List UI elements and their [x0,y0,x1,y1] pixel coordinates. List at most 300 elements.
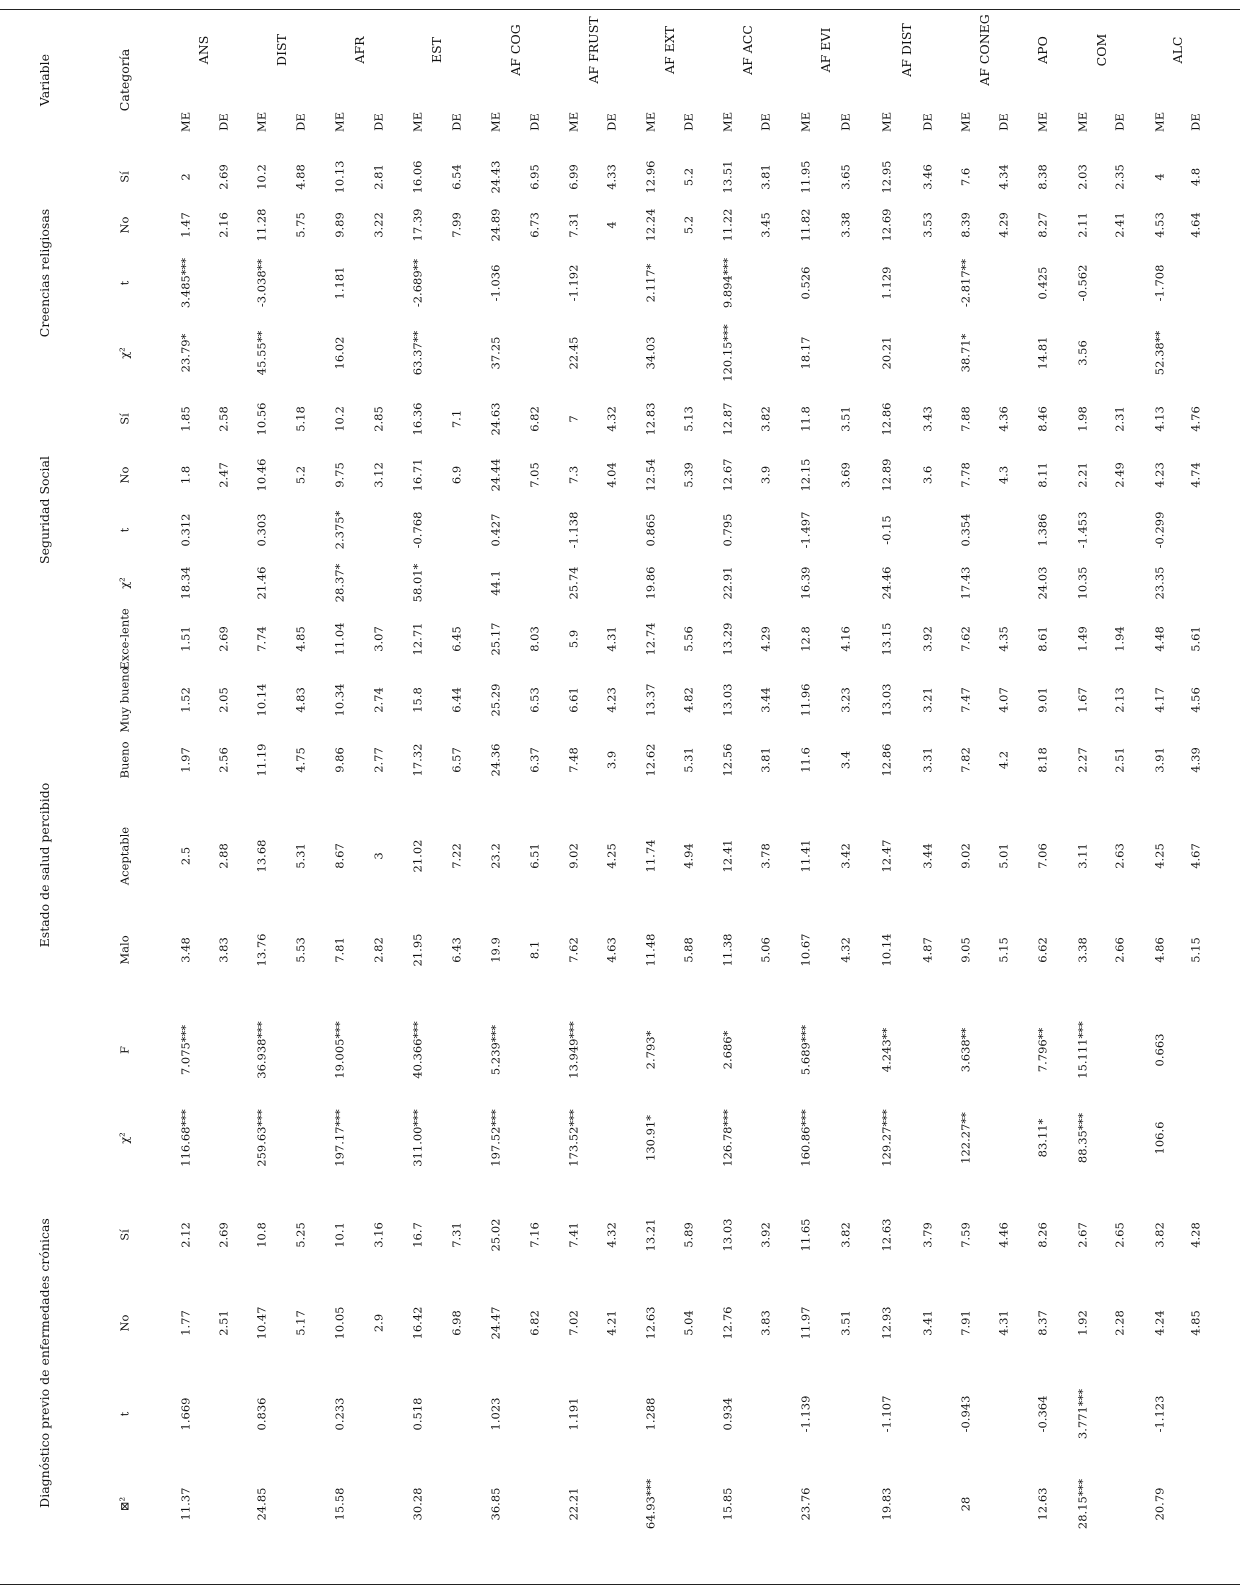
group-label-diagnostico: Diagnóstico previo de enfermedades crónicas [36,1218,52,1508]
column-subheader: ME [958,111,973,133]
table-cell: 28.37* [332,563,347,603]
table-cell: 52.38** [1152,330,1167,376]
table-cell: 6.61 [566,687,581,713]
table-cell: 6.82 [527,1310,542,1336]
table-cell: 4.32 [604,1222,619,1248]
table-cell: 6.62 [1035,937,1050,963]
table-cell: 28 [958,1496,973,1512]
table-cell: 3.31 [920,747,935,773]
row-label: Sí [117,171,132,183]
table-cell: 4.23 [1152,462,1167,488]
table-cell: 30.28 [410,1487,425,1521]
table-cell: 12.71 [410,622,425,656]
table-cell: 3.42 [838,843,853,869]
column-subheader: DE [604,113,619,131]
table-cell: -1.123 [1152,1395,1167,1433]
table-cell: 3.83 [758,1310,773,1336]
table-cell: 6.51 [527,843,542,869]
table-cell: 3.81 [758,747,773,773]
top-rule [0,9,1240,10]
table-cell: 1.67 [1075,687,1090,713]
table-cell: 36.85 [488,1487,503,1521]
table-cell: 5.689*** [798,1024,813,1076]
table-cell: 3.771*** [1075,1388,1090,1440]
table-cell: 106.6 [1152,1121,1167,1155]
table-cell: 11.37 [178,1487,193,1521]
table-cell: 1.129 [879,266,894,300]
table-cell: 3.11 [1075,843,1090,869]
column-subheader: ME [332,111,347,133]
table-cell: 2.51 [1112,747,1127,773]
row-label: χ² [117,1132,132,1144]
table-cell: 5.239*** [488,1024,503,1076]
table-cell: 7.1 [449,409,464,429]
table-cell: 1.8 [178,465,193,485]
table-cell: 12.93 [879,1306,894,1340]
table-cell: 6.43 [449,937,464,963]
table-cell: 22.45 [566,336,581,370]
table-cell: 7.3 [566,465,581,485]
table-cell: 20.79 [1152,1487,1167,1521]
table-cell: -1.036 [488,264,503,302]
table-cell: 1.85 [178,406,193,432]
table-cell: 45.55** [254,330,269,376]
table-cell: 3.82 [838,1222,853,1248]
table-cell: 2.16 [216,212,231,238]
table-cell: 0.795 [720,513,735,547]
table-cell: 11.04 [332,622,347,656]
table-cell: 12.54 [643,458,658,492]
table-cell: 5.18 [293,406,308,432]
table-cell: 10.67 [798,933,813,967]
table-cell: 16.06 [410,160,425,194]
table-cell: 12.41 [720,839,735,873]
table-cell: 1.669 [178,1397,193,1431]
table-cell: 2.35 [1112,164,1127,190]
table-cell: 4.17 [1152,687,1167,713]
column-subheader: ME [1075,111,1090,133]
table-cell: 0.303 [254,513,269,547]
table-cell: 6.82 [527,406,542,432]
table-cell: 19.9 [488,937,503,963]
table-cell: 2.81 [371,164,386,190]
table-cell: 40.366*** [410,1021,425,1079]
table-cell: 173.52*** [566,1109,581,1167]
column-subheader: ME [720,111,735,133]
table-cell: 1.181 [332,266,347,300]
table-cell: 130.91* [643,1115,658,1161]
table-cell: 4.29 [996,212,1011,238]
table-cell: 23.35 [1152,566,1167,600]
column-subheader: DE [920,113,935,131]
table-cell: 122.27** [958,1112,973,1164]
table-cell: 15.8 [410,687,425,713]
table-cell: 23.79* [178,333,193,373]
table-cell: 0.354 [958,513,973,547]
table-cell: 12.56 [720,743,735,777]
table-cell: 1.386 [1035,513,1050,547]
table-cell: 18.34 [178,566,193,600]
table-cell: 5.2 [681,215,696,235]
table-cell: 2.793* [643,1030,658,1070]
table-cell: 9.89 [332,212,347,238]
table-cell: 8.67 [332,843,347,869]
row-label: No [117,216,132,234]
table-cell: 7.6 [958,167,973,187]
table-cell: 13.68 [254,839,269,873]
table-cell: 2.686* [720,1030,735,1070]
column-header: AF COG [507,24,523,76]
table-cell: 64.93*** [643,1478,658,1530]
table-cell: 12.8 [798,626,813,652]
table-cell: 0.427 [488,513,503,547]
bottom-rule [0,1584,1240,1585]
table-cell: 25.02 [488,1218,503,1252]
row-label: Aceptable [117,826,132,886]
table-cell: 3.91 [1152,747,1167,773]
table-cell: 11.38 [720,933,735,967]
column-header: AF EVI [817,27,833,73]
table-cell: 0.836 [254,1397,269,1431]
table-cell: 4.87 [920,937,935,963]
table-cell: 0.663 [1152,1033,1167,1067]
table-cell: 2.49 [1112,462,1127,488]
table-cell: 12.86 [879,743,894,777]
table-cell: 16.7 [410,1222,425,1248]
table-cell: 2.51 [216,1310,231,1336]
group-label-creencias: Creencias religiosas [36,208,52,338]
table-cell: 4.46 [996,1222,1011,1248]
table-cell: -0.943 [958,1395,973,1433]
table-cell: 8.39 [958,212,973,238]
table-cell: 12.24 [643,208,658,242]
table-cell: 3.16 [371,1222,386,1248]
table-cell: 5.15 [1188,937,1203,963]
table-cell: 10.2 [254,164,269,190]
table-cell: 3.81 [758,164,773,190]
table-cell: 13.76 [254,933,269,967]
table-cell: 3.69 [838,462,853,488]
table-cell: 9.75 [332,462,347,488]
table-cell: 4.34 [996,164,1011,190]
table-cell: 4.48 [1152,626,1167,652]
table-cell: 10.34 [332,683,347,717]
table-cell: 16.71 [410,458,425,492]
table-cell: 8.46 [1035,406,1050,432]
column-header: ANS [195,35,211,65]
table-cell: 4.88 [293,164,308,190]
table-cell: 259.63*** [254,1109,269,1167]
table-cell: 3.9 [758,465,773,485]
table-cell: 4.35 [996,626,1011,652]
table-cell: 2.58 [216,406,231,432]
table-cell: 0.865 [643,513,658,547]
table-cell: 160.86*** [798,1109,813,1167]
table-cell: 3.78 [758,843,773,869]
table-cell: 0.518 [410,1397,425,1431]
table-cell: 4.24 [1152,1310,1167,1336]
table-cell: 4.83 [293,687,308,713]
table-cell: 4.86 [1152,937,1167,963]
table-cell: 10.05 [332,1306,347,1340]
row-label: Bueno [117,741,132,779]
table-cell: 2.21 [1075,462,1090,488]
column-header: AF ACC [739,25,755,75]
table-cell: 21.02 [410,839,425,873]
table-cell: 22.91 [720,566,735,600]
variable-label: Variable [36,53,52,107]
table-cell: 12.63 [643,1306,658,1340]
table-cell: 4.25 [604,843,619,869]
table-cell: 4.75 [293,747,308,773]
table-cell: 1.288 [643,1397,658,1431]
table-cell: 11.8 [798,406,813,432]
table-cell: 4.82 [681,687,696,713]
table-cell: 12.74 [643,622,658,656]
column-subheader: ME [643,111,658,133]
table-cell: 13.15 [879,622,894,656]
table-cell: 4.3 [996,465,1011,485]
table-cell: 5.13 [681,406,696,432]
table-cell: 10.14 [254,683,269,717]
table-cell: 12.15 [798,458,813,492]
table-cell: 5.56 [681,626,696,652]
table-cell: 7.81 [332,937,347,963]
table-cell: 0.934 [720,1397,735,1431]
table-cell: 3.56 [1075,340,1090,366]
table-cell: 3.44 [920,843,935,869]
table-cell: 4.36 [996,406,1011,432]
row-label: Exce-lente [117,608,132,670]
table-cell: 0.526 [798,266,813,300]
table-cell: 4.64 [1188,212,1203,238]
column-subheader: ME [566,111,581,133]
table-cell: 6.57 [449,747,464,773]
table-cell: -1.497 [798,511,813,549]
table-cell: 17.43 [958,566,973,600]
table-cell: 4.94 [681,843,696,869]
table-cell: 3.53 [920,212,935,238]
table-cell: 6.73 [527,212,542,238]
column-subheader: DE [449,113,464,131]
table-cell: 2.47 [216,462,231,488]
table-cell: 120.15*** [720,324,735,382]
table-cell: 2.117* [643,263,658,303]
table-cell: 8.37 [1035,1310,1050,1336]
table-cell: 4.16 [838,626,853,652]
column-header: DIST [273,34,289,66]
table-cell: 13.03 [720,1218,735,1252]
column-header: ALC [1169,36,1185,64]
table-cell: 3.22 [371,212,386,238]
table-cell: 3.82 [1152,1222,1167,1248]
table-cell: 4.85 [1188,1310,1203,1336]
table-cell: 7.91 [958,1310,973,1336]
table-cell: 10.2 [332,406,347,432]
table-cell: 7.06 [1035,843,1050,869]
table-cell: 21.95 [410,933,425,967]
table-cell: 8.1 [527,940,542,960]
row-label: Malo [117,935,132,965]
table-cell: 4.2 [996,750,1011,770]
row-label: Sí [117,1229,132,1241]
column-header: AFR [351,36,367,64]
table-cell: 88.35*** [1075,1112,1090,1164]
table-cell: 3.51 [838,406,853,432]
table-cell: 1.97 [178,747,193,773]
table-cell: 4.13 [1152,406,1167,432]
column-header: EST [428,36,444,64]
table-cell: 24.43 [488,160,503,194]
table-cell: 63.37** [410,330,425,376]
table-cell: 24.46 [879,566,894,600]
column-subheader: DE [758,113,773,131]
table-cell: 3.9 [604,750,619,770]
row-label: t [117,1411,132,1417]
table-cell: 16.39 [798,566,813,600]
table-cell: 4.53 [1152,212,1167,238]
table-cell: 15.85 [720,1487,735,1521]
table-cell: 5.61 [1188,626,1203,652]
table-cell: 13.21 [643,1218,658,1252]
table-cell: 11.48 [643,933,658,967]
table-cell: 3.44 [758,687,773,713]
table-cell: 17.39 [410,208,425,242]
table-cell: 4 [1152,173,1167,181]
table-cell: 3.38 [1075,937,1090,963]
table-cell: 2.13 [1112,687,1127,713]
table-cell: 7.31 [566,212,581,238]
table-cell: 8.27 [1035,212,1050,238]
table-cell: 6.45 [449,626,464,652]
table-cell: 24.85 [254,1487,269,1521]
table-cell: 8.11 [1035,462,1050,488]
table-cell: 1.49 [1075,626,1090,652]
table-cell: 3.83 [216,937,231,963]
table-cell: 5.31 [681,747,696,773]
table-cell: 7.41 [566,1222,581,1248]
table-cell: 4.31 [604,626,619,652]
table-cell: 24.89 [488,208,503,242]
table-cell: 7.78 [958,462,973,488]
column-header: AF EXT [661,25,677,75]
column-header: APO [1034,36,1050,64]
table-cell: 7.74 [254,626,269,652]
column-subheader: DE [681,113,696,131]
table-cell: 13.03 [720,683,735,717]
table-cell: 3.92 [920,626,935,652]
table-cell: 37.25 [488,336,503,370]
column-subheader: DE [1112,113,1127,131]
table-cell: 4.243** [879,1027,894,1073]
table-cell: 10.13 [332,160,347,194]
row-label: Sí [117,413,132,425]
table-cell: 11.74 [643,839,658,873]
table-cell: 24.36 [488,743,503,777]
table-cell: 11.41 [798,839,813,873]
table-cell: 11.96 [798,683,813,717]
table-cell: 9.86 [332,747,347,773]
table-cell: 15.111*** [1075,1021,1090,1079]
table-cell: 8.18 [1035,747,1050,773]
table-cell: 1.77 [178,1310,193,1336]
table-cell: 12.83 [643,402,658,436]
table-cell: 2.69 [216,164,231,190]
table-cell: 3.43 [920,406,935,432]
table-cell: 4.39 [1188,747,1203,773]
table-cell: 28.15*** [1075,1478,1090,1530]
table-cell: 7.48 [566,747,581,773]
table-cell: 7.47 [958,687,973,713]
table-cell: 4.25 [1152,843,1167,869]
table-cell: 5.25 [293,1222,308,1248]
table-cell: 4.32 [838,937,853,963]
table-cell: 4.31 [996,1310,1011,1336]
table-cell: 126.78*** [720,1109,735,1167]
table-cell: 197.52*** [488,1109,503,1167]
group-label-estado: Estado de salud percibido [36,782,52,948]
table-cell: 2.5 [178,846,193,866]
table-cell: 11.28 [254,208,269,242]
table-cell: 12.86 [879,402,894,436]
table-cell: 5.39 [681,462,696,488]
table-cell: 2.66 [1112,937,1127,963]
table-cell: 3.48 [178,937,193,963]
table-cell: 1.51 [178,626,193,652]
table-cell: 2.11 [1075,212,1090,238]
table-cell: 10.56 [254,402,269,436]
column-subheader: DE [293,113,308,131]
table-cell: 5.2 [293,465,308,485]
table-cell: 2.27 [1075,747,1090,773]
column-subheader: ME [254,111,269,133]
table-cell: 2.63 [1112,843,1127,869]
table-cell: 83.11* [1035,1118,1050,1158]
table-cell: 3.79 [920,1222,935,1248]
table-cell: 3.07 [371,626,386,652]
row-label: Muy bueno [117,667,132,733]
table-cell: 7.22 [449,843,464,869]
table-cell: 4.8 [1188,167,1203,187]
table-cell: 3.65 [838,164,853,190]
table-cell: 4.04 [604,462,619,488]
table-cell: 20.21 [879,336,894,370]
table-cell: 5.01 [996,843,1011,869]
table-cell: 7.99 [449,212,464,238]
table-cell: 7.31 [449,1222,464,1248]
table-cell: 12.76 [720,1306,735,1340]
table-cell: 7.02 [566,1310,581,1336]
table-cell: 7.05 [527,462,542,488]
table-cell: 5.75 [293,212,308,238]
table-cell: 7.62 [958,626,973,652]
table-cell: 7.16 [527,1222,542,1248]
row-label: No [117,1314,132,1332]
table-cell: -0.364 [1035,1395,1050,1433]
table-cell: 2.41 [1112,212,1127,238]
table-cell: 129.27*** [879,1109,894,1167]
table-cell: 3 [371,852,386,860]
table-cell: 5.31 [293,843,308,869]
table-cell: 2 [178,173,193,181]
table-cell: 5.15 [996,937,1011,963]
table-cell: 6.98 [449,1310,464,1336]
table-cell: 0.312 [178,513,193,547]
row-label: χ² [117,577,132,589]
table-cell: 4.23 [604,687,619,713]
table-cell: 2.82 [371,937,386,963]
table-cell: 12.67 [720,458,735,492]
